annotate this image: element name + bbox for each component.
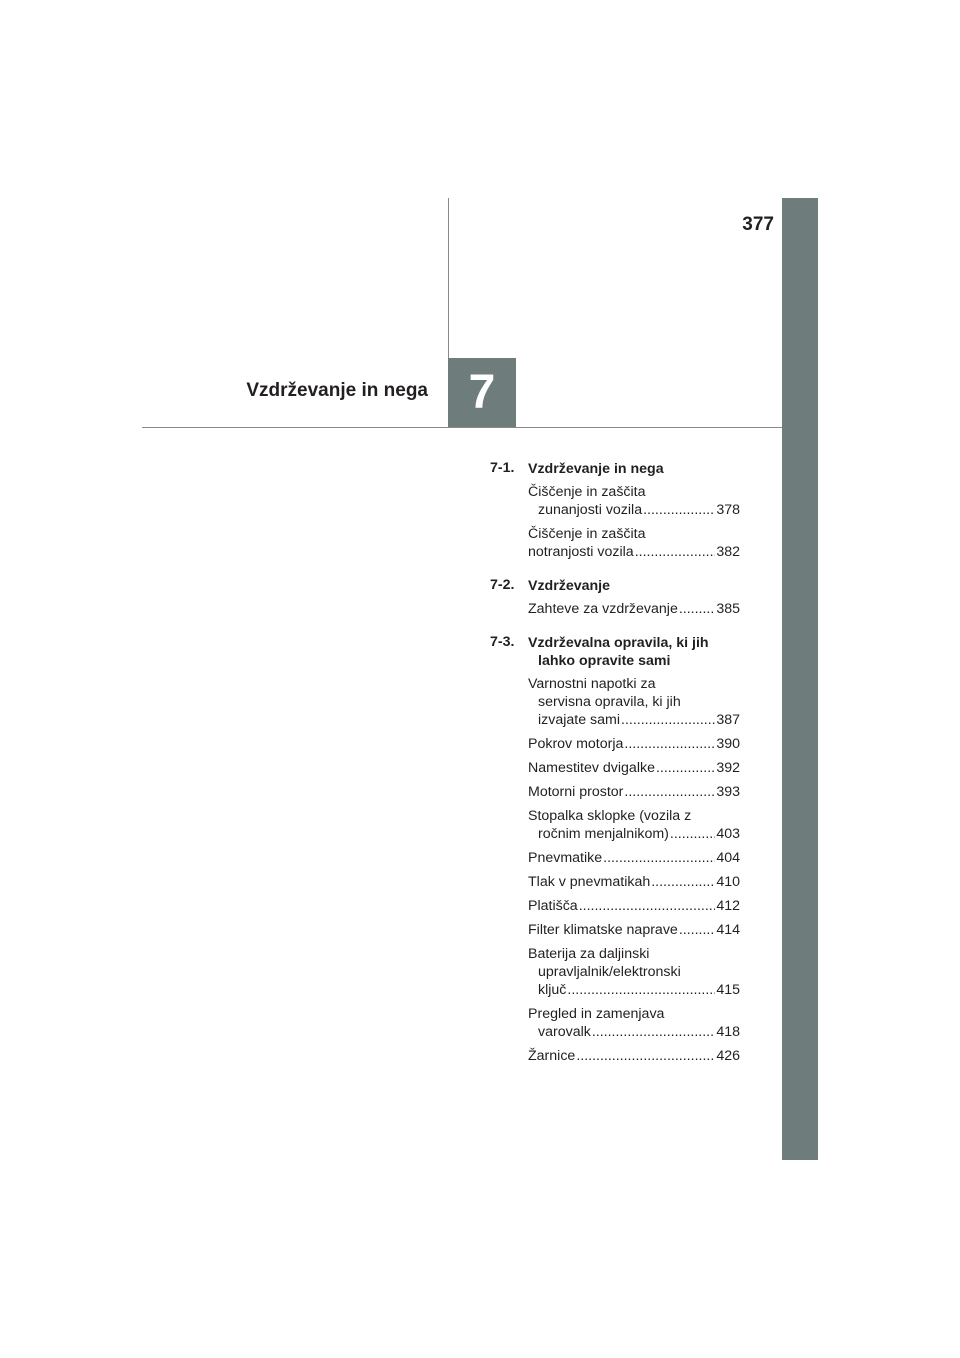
toc-dot-leader: [592, 1023, 715, 1041]
toc-entry: [528, 807, 740, 843]
horizontal-rule: [142, 427, 782, 428]
toc-entry-last-line: [528, 897, 740, 915]
toc-entry-last-line: [528, 711, 740, 729]
toc-entry: [528, 525, 740, 561]
toc-entry: [528, 675, 740, 729]
toc-dot-leader: [656, 759, 715, 777]
toc-entry-page: 414: [716, 922, 740, 938]
toc-entry-last-line: [528, 921, 740, 939]
toc-entry-label: Zahteve za vzdrževanje: [528, 601, 678, 617]
toc-entry-page: 404: [716, 850, 740, 866]
toc-entry-page: 382: [716, 544, 740, 560]
toc-entry-last-line: [528, 543, 740, 561]
toc-section-title-line: Vzdrževanje: [528, 578, 611, 594]
toc-entry-label: izvajate sami: [538, 712, 621, 728]
toc-entry: [528, 873, 740, 891]
toc-entry-line: Stopalka sklopke (vozila z: [528, 808, 692, 824]
chapter-number-box: [448, 358, 516, 427]
toc-section-body: [528, 460, 740, 567]
toc-entry: [528, 759, 740, 777]
toc-entry: [528, 945, 740, 999]
toc-section-number: 7-3.: [490, 634, 515, 650]
toc-entry-last-line: [528, 825, 740, 843]
chapter-number: 7: [468, 366, 496, 419]
toc-dot-leader: [624, 735, 715, 753]
toc-dot-leader: [576, 1047, 715, 1065]
toc-entry-page: 415: [716, 982, 740, 998]
toc-dot-leader: [624, 783, 715, 801]
toc-section-title-line: lahko opravite sami: [538, 653, 671, 669]
toc-entry-label: ročnim menjalnikom): [538, 826, 669, 842]
toc-section: [490, 460, 740, 567]
toc-entry-label: Filter klimatske naprave: [528, 922, 678, 938]
toc-entry-line: Čiščenje in zaščita: [528, 484, 646, 500]
toc-entry-page: 385: [716, 601, 740, 617]
toc-section: [490, 634, 740, 1071]
toc-dot-leader: [621, 711, 715, 729]
toc-entry-label: Tlak v pnevmatikah: [528, 874, 651, 890]
toc-section-title: [528, 577, 740, 595]
toc-entry-page: 390: [716, 736, 740, 752]
toc-entry-last-line: [528, 981, 740, 999]
toc-section-title-line: Vzdrževanje in nega: [528, 461, 664, 477]
toc-dot-leader: [670, 825, 715, 843]
toc-entry-last-line: [528, 600, 740, 618]
toc-entry: [528, 735, 740, 753]
toc-entry: [528, 1005, 740, 1041]
toc-entry: [528, 1047, 740, 1065]
toc-section-body: [528, 634, 740, 1071]
toc-entry-label: notranjosti vozila: [528, 544, 634, 560]
toc-entry-label: Platišča: [528, 898, 578, 914]
toc-section-number: 7-1.: [490, 460, 515, 476]
toc-dot-leader: [603, 849, 715, 867]
toc-dot-leader: [567, 981, 715, 999]
toc-entry: [528, 921, 740, 939]
toc-entry-last-line: [528, 759, 740, 777]
toc-entry-label: zunanjosti vozila: [538, 502, 643, 518]
toc-entry: [528, 849, 740, 867]
toc-entry-page: 418: [716, 1024, 740, 1040]
toc-entry: [528, 600, 740, 618]
toc-entry-last-line: [528, 735, 740, 753]
toc-entry: [528, 783, 740, 801]
toc-section-title: [528, 634, 740, 670]
toc-entry-label: ključ: [538, 982, 567, 998]
toc-entry-line: Varnostni napotki za: [528, 676, 656, 692]
toc-entry-page: 426: [716, 1048, 740, 1064]
toc-section-title: [528, 460, 740, 478]
toc-entry: [528, 897, 740, 915]
toc-entry-line: Pregled in zamenjava: [528, 1006, 665, 1022]
vertical-rule: [448, 198, 449, 360]
toc-dot-leader: [635, 543, 716, 561]
toc-entry-label: Motorni prostor: [528, 784, 624, 800]
page-number: 377: [742, 214, 774, 235]
toc-section-number: 7-2.: [490, 577, 515, 593]
toc-entry-label: Pnevmatike: [528, 850, 603, 866]
toc-entry-page: 378: [716, 502, 740, 518]
toc-entry-label: Namestitev dvigalke: [528, 760, 655, 776]
toc-entry-page: 410: [716, 874, 740, 890]
toc-entry-last-line: [528, 501, 740, 519]
toc-entry-last-line: [528, 1047, 740, 1065]
toc-entry-line: Čiščenje in zaščita: [528, 526, 646, 542]
toc-entry-page: 412: [716, 898, 740, 914]
toc-dot-leader: [579, 897, 716, 915]
toc-entry-page: 393: [716, 784, 740, 800]
toc-entry-last-line: [528, 849, 740, 867]
toc-entry-line: servisna opravila, ki jih: [538, 694, 681, 710]
chapter-side-tab: [782, 198, 818, 1160]
toc-entry-page: 387: [716, 712, 740, 728]
toc-section-body: [528, 577, 740, 624]
toc-dot-leader: [651, 873, 715, 891]
toc-dot-leader: [679, 921, 716, 939]
toc-entry-label: varovalk: [538, 1024, 591, 1040]
toc-entry-page: 392: [716, 760, 740, 776]
toc-entry-label: Pokrov motorja: [528, 736, 624, 752]
toc-entry-last-line: [528, 783, 740, 801]
toc-entry-line: Baterija za daljinski: [528, 946, 650, 962]
toc-section-title-line: Vzdrževalna opravila, ki jih: [528, 635, 709, 651]
toc-entry-label: Žarnice: [528, 1048, 576, 1064]
toc-section: [490, 577, 740, 624]
toc-entry-last-line: [528, 873, 740, 891]
toc-entry: [528, 483, 740, 519]
toc-entry-line: upravljalnik/elektronski: [538, 964, 681, 980]
toc-entry-last-line: [528, 1023, 740, 1041]
toc-entry-page: 403: [716, 826, 740, 842]
toc-dot-leader: [679, 600, 715, 618]
table-of-contents: [490, 460, 740, 1081]
toc-dot-leader: [643, 501, 715, 519]
chapter-title: Vzdrževanje in nega: [246, 380, 428, 401]
